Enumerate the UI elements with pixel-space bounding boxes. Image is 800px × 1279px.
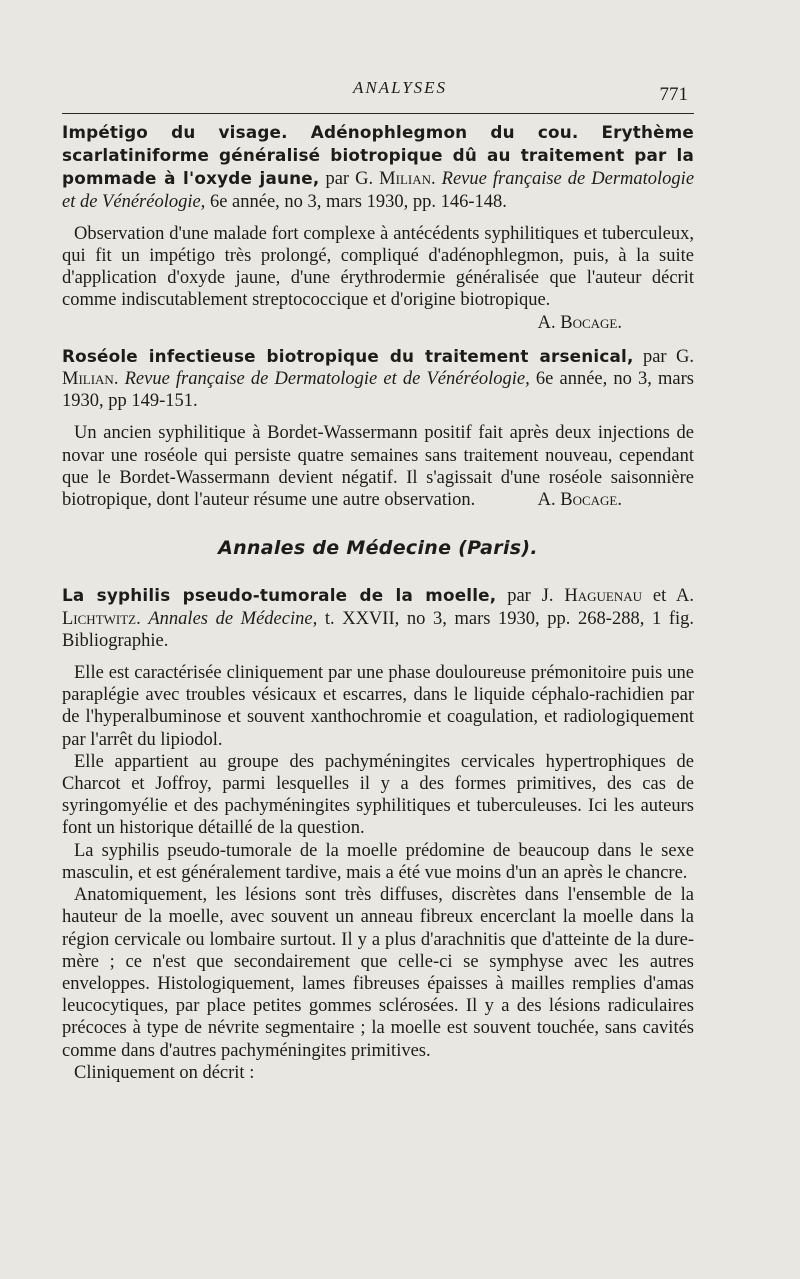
article-heading: La syphilis pseudo-tumorale de la moelle, par J. Haguenau et A. Lichtwitz. Annales de Médecine, t. XXVII, no 3, mars 1930, pp. 268-288, 1 fig. Bibliographie. [62,585,695,651]
entry-2-author: Milian [62,369,114,390]
entry-1-signature: A. Bocage. [537,312,622,333]
article-journal: Annales de Médecine, [148,608,318,629]
article-author-1: Haguenau [564,586,642,607]
entry-1-author: Milian [379,169,431,190]
entry-1-text: Observation d'une malade fort complexe à antécédents syphilitiques et tuberculeux, qui fit un impétigo très prolongé, compliqué d'adénophlegmon, puis, à la suite d'application d'oxyde jaune, d'une érythrodermie généralisée que l'auteur décrit comme indiscutablement streptococcique et d'origine biotropique. [62,223,694,311]
entry-2-by: par G. [642,346,694,367]
entry-2-journal: Revue française de Dermatologie et de Vénéréologie, [124,369,530,390]
article-author-2: Lichtwitz [62,608,137,629]
abstract-entry-1 [62,121,694,334]
article-paragraph-5: Cliniquement on décrit : [74,1062,255,1083]
article-paragraph-4: Anatomiquement, les lésions sont très diffuses, discrètes dans l'ensemble de la hauteur de la moelle, avec souvent un anneau fibreux encerclant la moelle dans la région cervicale ou lombaire surtout. Il y a plus d'arachnitis que d'atteinte de la dure-mère ; ce n'est que secondairement que celle-ci se symphyse avec les autres enveloppes. Histologiquement, lames fibreuses épaisses à mailles remplies d'amas leucocytiques, par place petites gommes sclérosées. Il y a des lésions radiculaires précoces à type de névrite segmentaire ; la moelle est souvent touchée, sans cavités comme dans d'autres pachyméningites primitives. [62,885,694,1061]
entry-1-paragraph [62,223,694,333]
article-entry [62,584,694,1083]
abstract-entry-2 [62,345,694,511]
article-and: et A. [652,586,695,607]
header-rule [62,113,694,114]
section-title: Annales de Médecine (Paris). [218,537,538,560]
entry-1-title: Impétigo du visage. Adénophlegmon du cou. Erythème scarlatiniforme généralisé biotropique dû au traitement par la pommade à l'oxyde jaune, [62,122,694,189]
entry-1-citation: 6e année, no 3, mars 1930, pp. 146-148. [209,191,507,212]
page-number: 771 [659,84,688,105]
article-citation: t. XXVII, no 3, mars 1930, pp. 268-288, 1 fig. Bibliographie. [62,608,694,651]
entry-2-signature: A. Bocage. [537,490,622,511]
entry-1-by: par G. [325,169,374,190]
entry-2-title: Roséole infectieuse biotropique du traitement arsenical, [62,345,634,366]
entry-1-journal: Revue française de Dermatologie et de Vénéréologie, [62,169,695,212]
article-title: La syphilis pseudo-tumorale de la moelle, [62,585,497,606]
entry-2-heading: Roséole infectieuse biotropique du traitement arsenical, par G. Milian. Revue française de Dermatologie et de Vénéréologie, 6e année, no 3, mars 1930, pp 149-151. [62,345,694,412]
entry-2-paragraph [62,422,694,511]
page-body [62,121,694,1084]
entry-2-text: Un ancien syphilitique à Bordet-Wassermann positif fait après deux injections de novar une roséole qui persiste quatre semaines sans traitement nouveau, cependant que le Bordet-Wassermann devient négatif. Il s'agissait d'une roséole saisonnière biotropique, dont l'auteur résume une autre observation. [62,423,694,511]
article-paragraph-3: La syphilis pseudo-tumorale de la moelle prédomine de beaucoup dans le sexe masculin, et est généralement tardive, mais a été vue moins d'un an après le chancre. [62,840,694,883]
article-by: par J. [507,586,554,607]
entry-1-heading: Impétigo du visage. Adénophlegmon du cou. Erythème scarlatiniforme généralisé biotropique dû au traitement par la pommade à l'oxyde jaune, par G. Milian. Revue française de Dermatologie et de Vénéréologie, 6e année, no 3, mars 1930, pp. 146-148. [62,122,695,212]
article-paragraph-2: Elle appartient au groupe des pachyméningites cervicales hypertrophiques de Charcot et Joffroy, parmi lesquelles il y a des formes primitives, des cas de syringomyélie et des pachyméningites syphilitiques et tuberculeuses. Ici les auteurs font un historique détaillé de la question. [62,751,694,839]
article-paragraph-1: Elle est caractérisée cliniquement par une phase douloureuse prémonitoire puis une paraplégie avec troubles vésicaux et escarres, dans le liquide céphalo-rachidien par de l'hyperalbuminose et souvent xanthochromie et coagulation, et radiologiquement par l'arrêt du lipiodol. [62,663,694,750]
entry-2-citation: 6e année, no 3, mars 1930, pp 149-151. [62,369,694,412]
running-title: ANALYSES [352,78,448,97]
